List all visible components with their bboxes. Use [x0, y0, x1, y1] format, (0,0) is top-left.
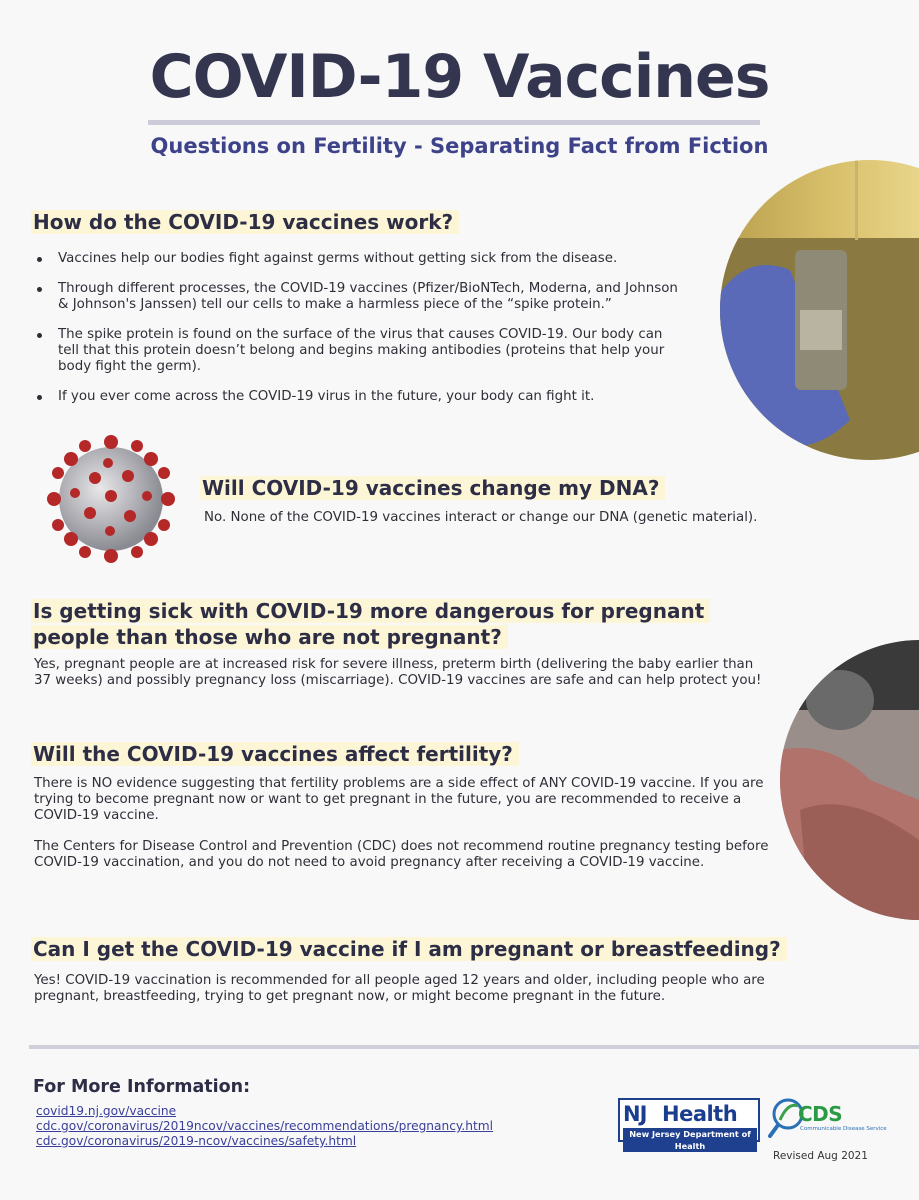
answer-fertility-1: There is NO evidence suggesting that fertility problems are a side effect of ANY COVID-19 vaccine. If you are trying to become pregnant now or want to get pregnant in the future, you are recommended to receive a COVID-19 vaccine. [34, 776, 764, 823]
list-item: If you ever come across the COVID-19 virus in the future, your body can fight it. [32, 389, 684, 405]
answer-pregnancy-risk: Yes, pregnant people are at increased risk for severe illness, preterm birth (delivering the baby earlier than 37 weeks) and possibly pregnancy loss (miscarriage). COVID-19 vaccines are safe and can help protect you! [34, 657, 762, 688]
how-bullet-list [32, 251, 684, 419]
question-dna-text: Will COVID-19 vaccines change my DNA? [200, 476, 665, 500]
title-divider [148, 120, 760, 125]
answer-fertility-2: The Centers for Disease Control and Prevention (CDC) does not recommend routine pregnancy testing before COVID-19 vaccination, and you do not need to avoid pregnancy after receiving a COVID-19 vaccine. [34, 839, 769, 870]
question-risk-line2: people than those who are not pregnant? [31, 625, 508, 649]
list-item: Vaccines help our bodies fight against germs without getting sick from the disease. [32, 251, 684, 267]
page-title: COVID-19 Vaccines [149, 42, 770, 112]
more-info-heading: For More Information: [33, 1077, 251, 1097]
footer-divider [29, 1045, 919, 1049]
question-breastfeeding-text: Can I get the COVID-19 vaccine if I am pregnant or breastfeeding? [31, 937, 787, 961]
question-how-vaccines-work [31, 208, 459, 236]
nj-logo-health: Health [662, 1102, 738, 1126]
answer-dna: No. None of the COVID-19 vaccines interact or change our DNA (genetic material). [204, 510, 758, 525]
nj-logo-prefix: NJ [623, 1102, 647, 1126]
question-pregnancy-risk [31, 598, 710, 650]
list-item: The spike protein is found on the surface of the virus that causes COVID-19. Our body can tell that this protein doesn’t belong and begins making antibodies (proteins that help your body fight the germ). [32, 327, 684, 375]
question-how-text: How do the COVID-19 vaccines work? [31, 210, 459, 234]
question-dna [200, 474, 665, 502]
question-breastfeeding [31, 935, 787, 963]
cds-logo-tagline: Communicable Disease Service [800, 1126, 887, 1132]
link-cdc-safety[interactable]: cdc.gov/coronavirus/2019-ncov/vaccines/safety.html [36, 1134, 357, 1148]
answer-breastfeeding: Yes! COVID-19 vaccination is recommended for all people aged 12 years and older, including people who are pregnant, breastfeeding, trying to get pregnant now, or might become pregnant in the future. [34, 973, 765, 1004]
nj-logo-department: New Jersey Department of Health [623, 1128, 757, 1152]
link-covid19-nj[interactable]: covid19.nj.gov/vaccine [36, 1104, 177, 1118]
vaccine-vial-photo [700, 160, 919, 470]
revised-date: Revised Aug 2021 [773, 1150, 868, 1162]
coronavirus-illustration [40, 428, 182, 570]
question-risk-line1: Is getting sick with COVID-19 more dangerous for pregnant [31, 599, 710, 623]
cds-logo [768, 1094, 887, 1144]
link-cdc-pregnancy[interactable]: cdc.gov/coronavirus/2019ncov/vaccines/recommendations/pregnancy.html [36, 1119, 494, 1133]
question-fertility-text: Will the COVID-19 vaccines affect fertility? [31, 742, 519, 766]
cds-logo-text: CDS [798, 1102, 843, 1126]
page-subtitle: Questions on Fertility - Separating Fact from Fiction [150, 134, 769, 158]
person-photo [780, 640, 919, 920]
question-fertility [31, 740, 519, 768]
nj-health-logo [618, 1098, 760, 1151]
list-item: Through different processes, the COVID-19 vaccines (Pfizer/BioNTech, Moderna, and Johnson & Johnson's Janssen) tell our cells to make a harmless piece of the “spike protein.” [32, 281, 684, 313]
